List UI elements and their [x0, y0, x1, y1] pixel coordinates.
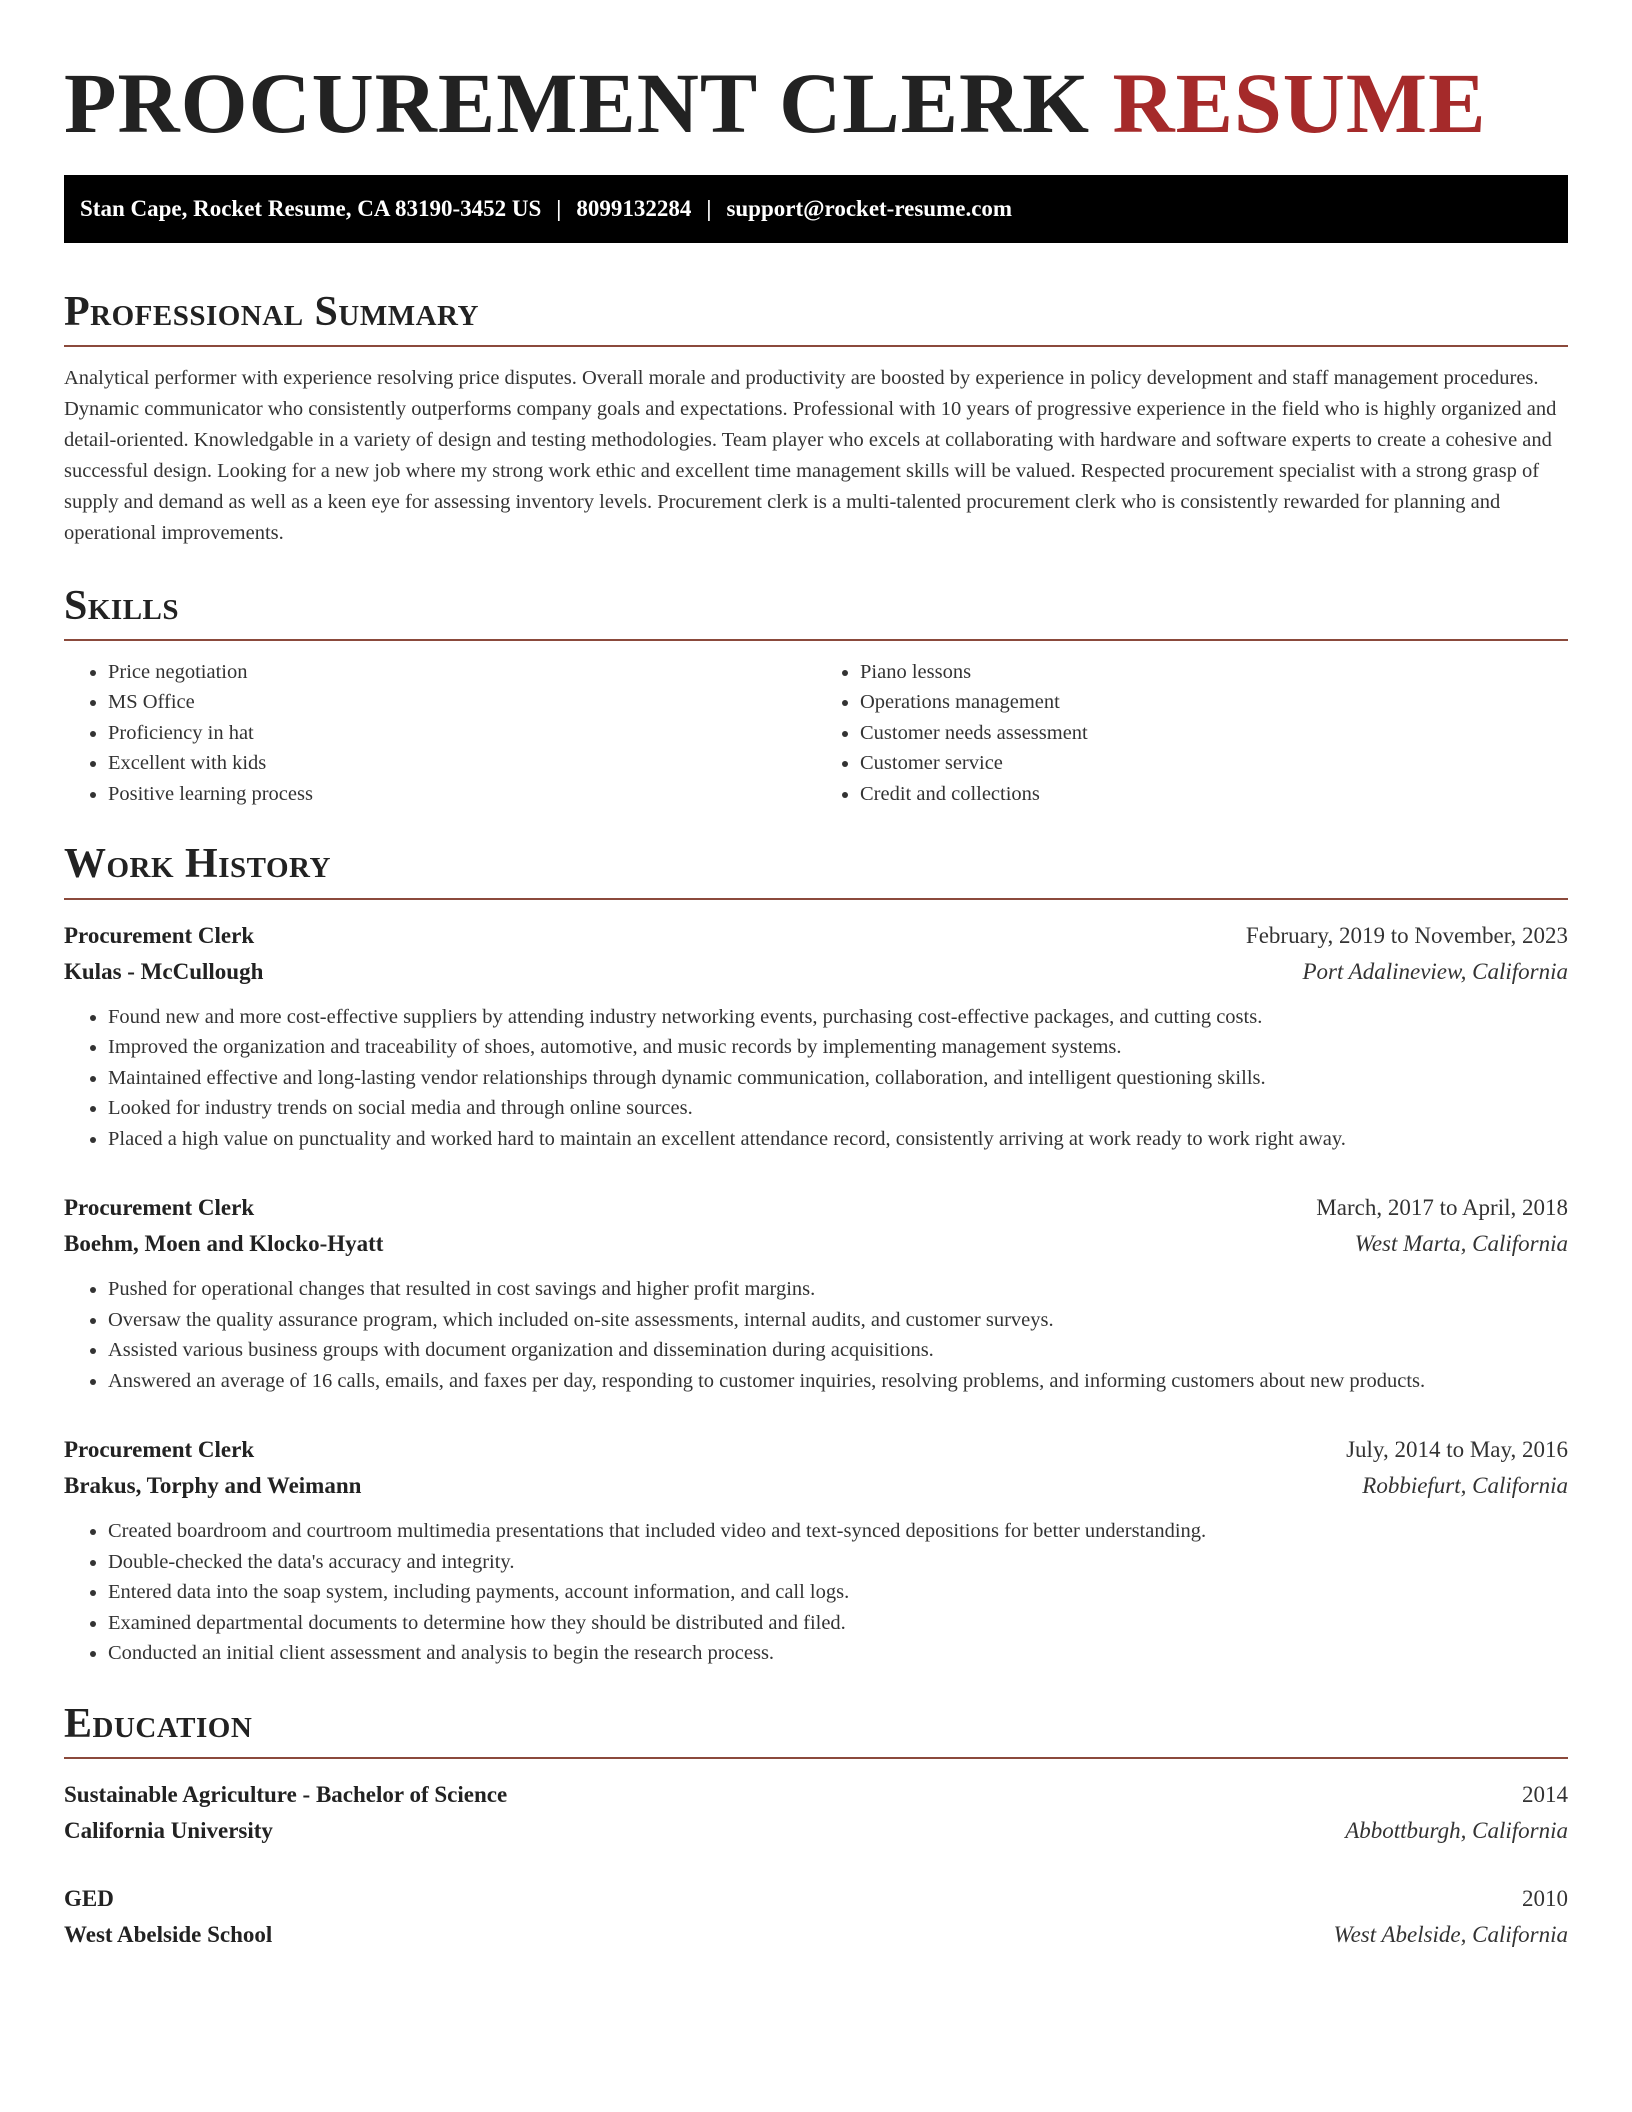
- job-location: Robbiefurt, California: [1362, 1473, 1568, 1499]
- contact-phone: 8099132284: [576, 195, 692, 221]
- skills-section: [64, 583, 1568, 810]
- education-entry: [64, 1881, 1568, 1953]
- job-bullet: • Double-checked the data's accuracy and integrity.: [108, 1547, 1568, 1578]
- contact-bar: [64, 175, 1568, 243]
- job-header-row: [64, 1190, 1568, 1226]
- job-dates: July, 2014 to May, 2016: [1346, 1437, 1568, 1463]
- job-bullet: • Maintained effective and long-lasting vendor relationships through dynamic communication, collaboration, and intelligent questioning skills.: [108, 1063, 1568, 1094]
- education-section: [64, 1701, 1568, 1953]
- job-company: Kulas - McCullough: [64, 958, 264, 984]
- job-bullets: [64, 1274, 1568, 1396]
- job-company-row: [64, 1468, 1568, 1504]
- education-year: 2010: [1522, 1885, 1568, 1911]
- job-company-row: [64, 954, 1568, 990]
- job-bullets: [64, 1516, 1568, 1669]
- education-location: West Abelside, California: [1333, 1921, 1568, 1947]
- skills-list-right: [816, 657, 1568, 810]
- section-heading-summary: Professional Summary: [64, 289, 1568, 347]
- skill-item: • Piano lessons: [860, 657, 1568, 688]
- job-bullet: • Created boardroom and courtroom multimedia presentations that included video and text-synced depositions for better understanding.: [108, 1516, 1568, 1547]
- education-school: California University: [64, 1817, 273, 1843]
- job-bullet: • Pushed for operational changes that resulted in cost savings and higher profit margins.: [108, 1274, 1568, 1305]
- education-entry: [64, 1777, 1568, 1849]
- job-dates: March, 2017 to April, 2018: [1316, 1195, 1568, 1221]
- education-degree: Sustainable Agriculture - Bachelor of Science: [64, 1781, 508, 1807]
- job-header-row: [64, 1432, 1568, 1468]
- skill-item: • MS Office: [108, 687, 816, 718]
- education-year: 2014: [1522, 1781, 1568, 1807]
- job-location: West Marta, California: [1354, 1231, 1568, 1257]
- job-bullet: • Answered an average of 16 calls, emails, and faxes per day, responding to customer inquiries, resolving problems, and informing customers about new products.: [108, 1366, 1568, 1397]
- job-bullet: • Looked for industry trends on social media and through online sources.: [108, 1093, 1568, 1124]
- contact-separator: |: [706, 195, 712, 221]
- job-title: Procurement Clerk: [64, 922, 255, 948]
- job-company-row: [64, 1226, 1568, 1262]
- skill-item: • Customer needs assessment: [860, 718, 1568, 749]
- job-title: Procurement Clerk: [64, 1437, 255, 1463]
- job-bullet: • Improved the organization and traceability of shoes, automotive, and music records by implementing management systems.: [108, 1032, 1568, 1063]
- skill-item: • Excellent with kids: [108, 748, 816, 779]
- job-entry: [64, 1190, 1568, 1396]
- job-bullet: • Conducted an initial client assessment and analysis to begin the research process.: [108, 1638, 1568, 1669]
- job-company: Brakus, Torphy and Weimann: [64, 1473, 362, 1499]
- skill-item: • Proficiency in hat: [108, 718, 816, 749]
- education-location: Abbottburgh, California: [1345, 1817, 1568, 1843]
- job-entry: [64, 1432, 1568, 1669]
- education-school-row: [64, 1917, 1568, 1953]
- job-title: Procurement Clerk: [64, 1195, 255, 1221]
- skill-item: • Price negotiation: [108, 657, 816, 688]
- job-bullet: • Entered data into the soap system, including payments, account information, and call logs.: [108, 1577, 1568, 1608]
- job-bullets: [64, 1002, 1568, 1155]
- job-dates: February, 2019 to November, 2023: [1245, 922, 1568, 948]
- title-main: PROCUREMENT CLERK: [64, 55, 1090, 151]
- resume-title: [64, 56, 1568, 151]
- education-header-row: [64, 1881, 1568, 1917]
- job-bullet: • Oversaw the quality assurance program, which included on-site assessments, internal audits, and customer surveys.: [108, 1305, 1568, 1336]
- skill-item: • Positive learning process: [108, 779, 816, 810]
- skills-list-left: [64, 657, 816, 810]
- contact-email: support@rocket-resume.com: [726, 195, 1013, 221]
- job-entry: [64, 918, 1568, 1155]
- summary-section: [64, 289, 1568, 549]
- section-heading-education: Education: [64, 1701, 1568, 1759]
- job-header-row: [64, 918, 1568, 954]
- job-location: Port Adalineview, California: [1302, 958, 1568, 984]
- job-bullet: • Placed a high value on punctuality and worked hard to maintain an excellent attendance record, consistently arriving at work ready to work right away.: [108, 1124, 1568, 1155]
- education-school-row: [64, 1813, 1568, 1849]
- education-degree: GED: [64, 1885, 114, 1911]
- contact-address: Stan Cape, Rocket Resume, CA 83190-3452 US: [80, 195, 542, 221]
- skills-grid: [64, 657, 1568, 810]
- job-company: Boehm, Moen and Klocko-Hyatt: [64, 1231, 384, 1257]
- section-heading-work: Work History: [64, 841, 1568, 899]
- skill-item: • Operations management: [860, 687, 1568, 718]
- section-heading-skills: Skills: [64, 583, 1568, 641]
- skill-item: • Credit and collections: [860, 779, 1568, 810]
- title-accent: RESUME: [1112, 55, 1487, 151]
- education-header-row: [64, 1777, 1568, 1813]
- job-bullet: • Assisted various business groups with document organization and dissemination during acquisitions.: [108, 1335, 1568, 1366]
- education-school: West Abelside School: [64, 1921, 273, 1947]
- job-bullet: • Found new and more cost-effective suppliers by attending industry networking events, purchasing cost-effective packages, and cutting costs.: [108, 1002, 1568, 1033]
- contact-separator: |: [556, 195, 562, 221]
- summary-text: Analytical performer with experience resolving price disputes. Overall morale and productivity are boosted by experience in policy development and staff management procedures. Dynamic communicator who consistently outperforms company goals and expectations. Professional with 10 years of progressive experience in the field who is highly organized and detail-oriented. Knowledgable in a variety of design and testing methodologies. Team player who excels at collaborating with hardware and software experts to create a cohesive and successful design. Looking for a new job where my strong work ethic and excellent time management skills will be valued. Respected procurement specialist with a strong grasp of supply and demand as well as a keen eye for assessing inventory levels. Procurement clerk is a multi-talented procurement clerk who is consistently rewarded for planning and operational improvements.: [64, 366, 1557, 544]
- job-bullet: • Examined departmental documents to determine how they should be distributed and filed.: [108, 1608, 1568, 1639]
- skill-item: • Customer service: [860, 748, 1568, 779]
- work-section: [64, 841, 1568, 1668]
